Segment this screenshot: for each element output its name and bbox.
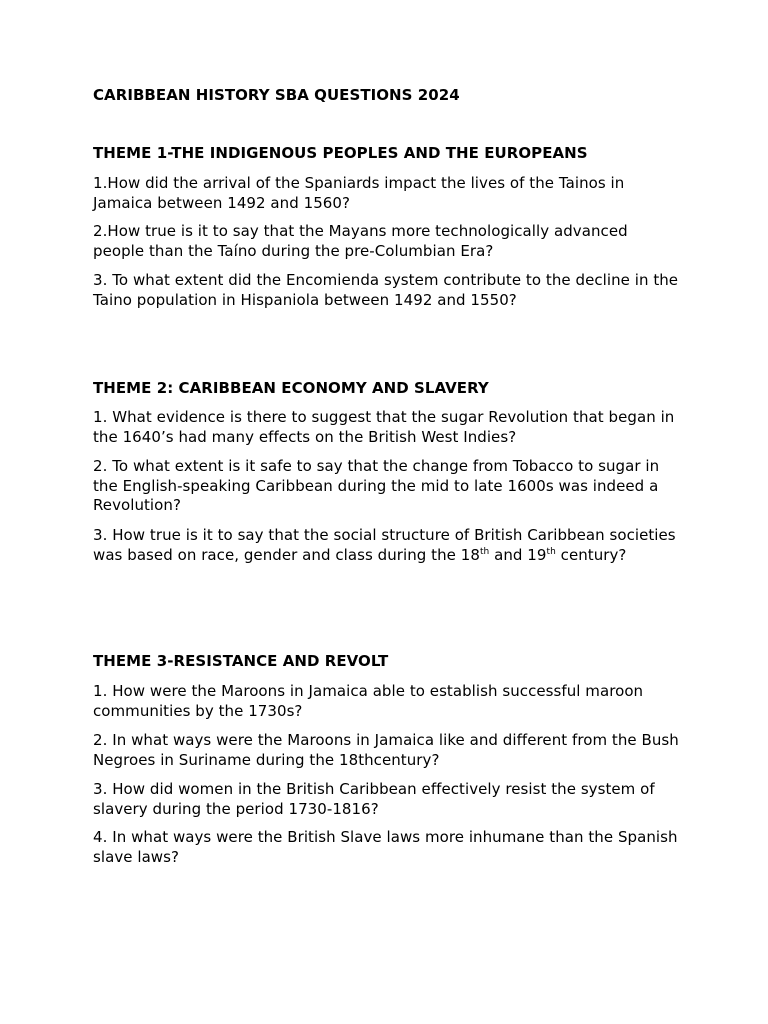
theme-3-question-4: 4. In what ways were the British Slave laws more inhumane than the Spanish slave laws?: [93, 828, 678, 866]
theme-2-question-3-text-a: 3. How true is it to say that the social structure of British Caribbean societies was based on race, gender and class during the 18: [93, 526, 676, 564]
theme-1-question-3: 3. To what extent did the Encomienda system contribute to the decline in the Taino population in Hispaniola between 1492 and 1550?: [93, 271, 679, 309]
document-title: CARIBBEAN HISTORY SBA QUESTIONS 2024: [93, 86, 460, 104]
theme-2-question-3-text-c: century?: [555, 545, 627, 564]
theme-1-question-2: 2.How true is it to say that the Mayans more technologically advanced people than the Taíno during the pre-Columbian Era?: [93, 222, 628, 260]
theme-3-question-1: 1. How were the Maroons in Jamaica able to establish successful maroon communities by the 1730s?: [93, 682, 644, 720]
theme-1-question-1: 1.How did the arrival of the Spaniards impact the lives of the Tainos in Jamaica between 1492 and 1560?: [93, 174, 625, 212]
theme-2-question-3-text-b: and 19: [489, 545, 547, 564]
ordinal-suffix-18th: th: [479, 546, 490, 557]
theme-3-heading: THEME 3-RESISTANCE AND REVOLT: [93, 652, 389, 670]
theme-2-question-3: [93, 526, 683, 565]
theme-3-question-3: 3. How did women in the British Caribbean effectively resist the system of slavery during the period 1730-1816?: [93, 780, 655, 818]
theme-2-heading: THEME 2: CARIBBEAN ECONOMY AND SLAVERY: [93, 379, 489, 397]
theme-2-question-1: 1. What evidence is there to suggest that the sugar Revolution that began in the 1640’s had many effects on the British West Indies?: [93, 408, 675, 446]
theme-2-question-2: 2. To what extent is it safe to say that the change from Tobacco to sugar in the English-speaking Caribbean during the mid to late 1600s was indeed a Revolution?: [93, 457, 660, 514]
ordinal-suffix-19th: th: [546, 546, 556, 557]
theme-1-heading: THEME 1-THE INDIGENOUS PEOPLES AND THE EUROPEANS: [93, 144, 588, 162]
theme-3-question-2: 2. In what ways were the Maroons in Jamaica like and different from the Bush Negroes in Suriname during the 18thcentury?: [93, 731, 679, 769]
